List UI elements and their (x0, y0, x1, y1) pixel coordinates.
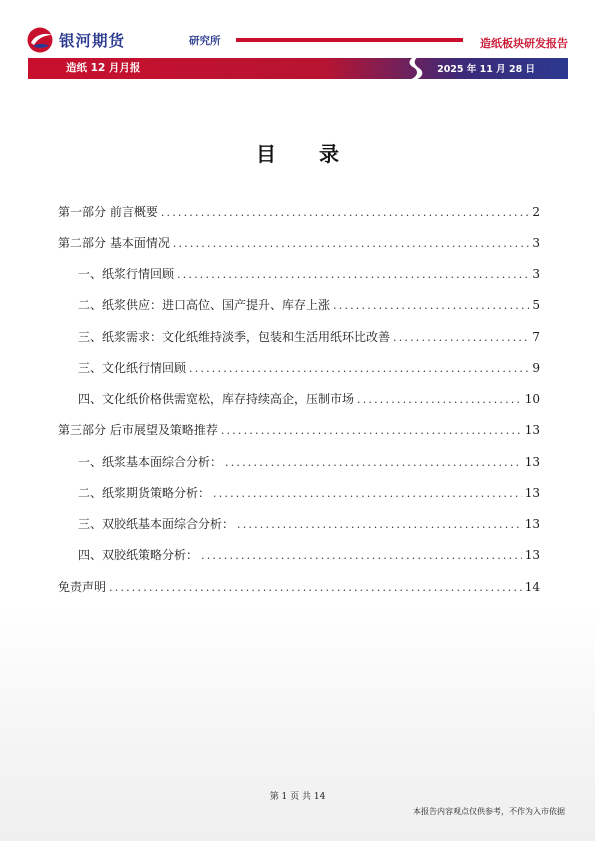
toc-leader (109, 578, 522, 598)
department-label: 研究所 (189, 35, 221, 47)
toc-entry[interactable] (78, 452, 540, 472)
header-divider (236, 38, 463, 42)
toc-entry-label: 三、双胶纸基本面综合分析： (78, 517, 235, 531)
toc-entry-page: 3 (532, 236, 540, 250)
toc-leader (201, 546, 522, 566)
toc-entry-label: 二、纸浆期货策略分析： (78, 486, 211, 500)
toc-entry[interactable] (78, 514, 540, 534)
toc-entry-label: 一、纸浆行情回顾 (78, 267, 175, 281)
toc-entry[interactable] (58, 233, 540, 253)
galaxy-logo-icon (25, 26, 55, 54)
toc-leader (237, 515, 522, 535)
toc-entry-page: 10 (524, 392, 540, 406)
footer-disclaimer: 本报告内容观点仅供参考，不作为入市依据 (413, 807, 565, 816)
toc-leader (357, 390, 522, 410)
swoosh-icon (400, 52, 430, 84)
toc-entry-page: 14 (524, 580, 540, 594)
toc-entry[interactable] (58, 420, 540, 440)
header-band (28, 58, 568, 79)
toc-entry-page: 13 (524, 486, 540, 500)
toc-leader (393, 328, 529, 348)
toc-title: 目 录 (256, 142, 357, 166)
toc-leader (333, 296, 529, 316)
toc-entry[interactable] (78, 483, 540, 503)
toc-entry-page: 2 (532, 205, 540, 219)
toc-entry-page: 13 (524, 548, 540, 562)
toc-entry-label: 三、文化纸行情回顾 (78, 361, 187, 375)
toc-entry[interactable] (58, 202, 540, 222)
toc-entry-page: 5 (532, 298, 540, 312)
toc-entry-label: 三、纸浆需求：文化纸维持淡季，包装和生活用纸环比改善 (78, 330, 391, 344)
toc-entry[interactable] (78, 264, 540, 284)
toc-leader (173, 234, 530, 254)
toc-entry-label: 第一部分 前言概要 (58, 205, 158, 219)
toc-leader (161, 203, 530, 223)
toc-entry[interactable] (78, 545, 540, 565)
report-name: 造纸 12 月月报 (66, 62, 141, 74)
toc-entry[interactable] (78, 295, 540, 315)
toc-entry-label: 四、文化纸价格供需宽松，库存持续高企，压制市场 (78, 392, 355, 406)
toc-entry-label: 第三部分 后市展望及策略推荐 (58, 423, 218, 437)
toc-entry-label: 二、纸浆供应：进口高位、国产提升、库存上涨 (78, 298, 331, 312)
company-logo (25, 26, 125, 54)
toc-entry[interactable] (78, 358, 540, 378)
toc-entry-label: 一、纸浆基本面综合分析： (78, 455, 223, 469)
toc-leader (189, 359, 529, 379)
toc-entry[interactable] (78, 389, 540, 409)
report-date: 2025 年 11 月 28 日 (437, 64, 535, 75)
toc-leader (221, 421, 522, 441)
logo-text: 银河期货 (59, 32, 126, 50)
report-title: 造纸板块研发报告 (480, 37, 568, 50)
toc-leader (213, 484, 522, 504)
toc-entry-page: 13 (524, 423, 540, 437)
toc-entry-label: 四、双胶纸策略分析： (78, 548, 199, 562)
toc-leader (177, 265, 529, 285)
toc-entry-page: 7 (532, 330, 540, 344)
toc-entry-page: 13 (524, 517, 540, 531)
toc-entry[interactable] (58, 577, 540, 597)
toc-entry-page: 13 (524, 455, 540, 469)
toc-leader (225, 453, 522, 473)
toc-entry[interactable] (78, 327, 540, 347)
toc-entry-page: 3 (532, 267, 540, 281)
page-number: 第 1 页 共 14 (269, 792, 326, 802)
page-header (0, 0, 595, 82)
toc-entry-page: 9 (532, 361, 540, 375)
toc-entry-label: 免责声明 (58, 580, 107, 594)
toc-entry-label: 第二部分 基本面情况 (58, 236, 170, 250)
